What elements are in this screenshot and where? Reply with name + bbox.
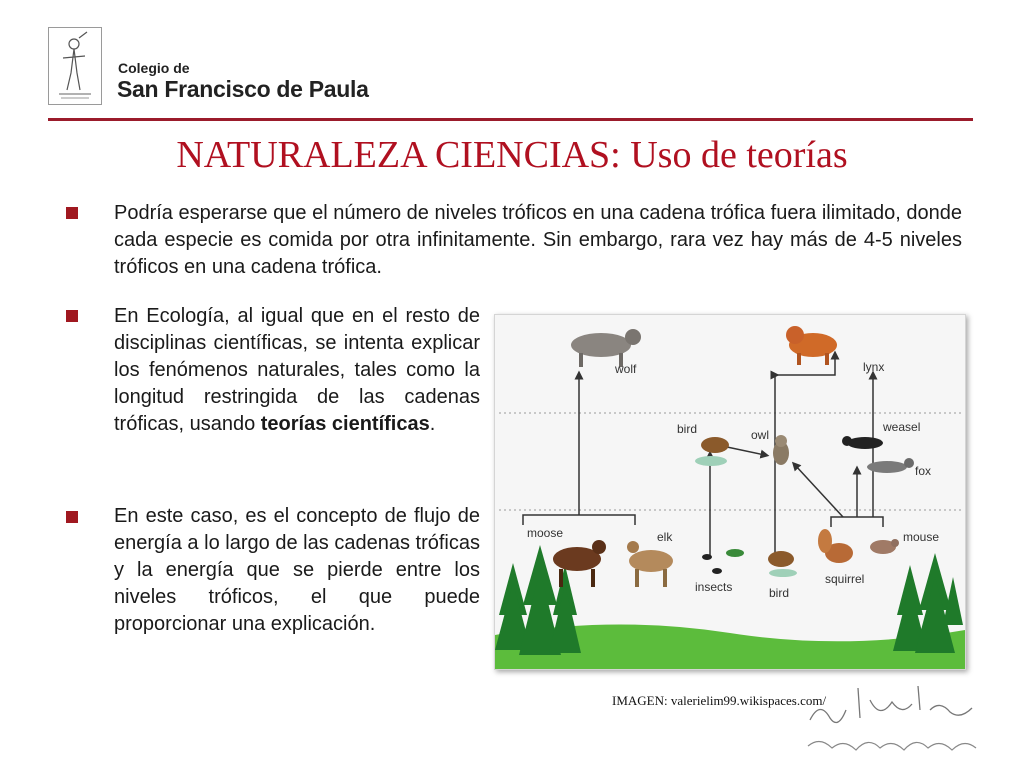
arrow-bracket [523,515,635,525]
bird-icon [695,437,729,466]
bullet-marker [66,511,78,523]
food-web-diagram [495,315,965,669]
insects-icon [702,549,744,574]
saint-figure-icon [49,28,101,104]
arrow-to-owl [795,465,843,517]
moose-icon [553,540,606,587]
logo-school-name: San Francisco de Paula [117,76,369,102]
squirrel-icon [818,529,853,563]
label-squirrel: squirrel [825,572,865,586]
signature-scribble [800,680,990,762]
slide-title: NATURALEZA CIENCIAS: Uso de teorías [176,134,848,176]
lynx-icon [786,326,837,365]
image-caption: IMAGEN: valerielim99.wikispaces.com/ [612,693,827,708]
owl-icon [773,435,789,465]
mouse-icon [870,539,899,554]
label-fox: fox [915,464,932,478]
label-bird-top: bird [677,422,698,436]
label-lynx: lynx [863,360,885,374]
bullet-text-2-main: En Ecología, al igual que en el resto de disciplinas científicas, se intenta explicar los fenómenos naturales, tales como la longitud restringida de las cadenas tróficas, usando [114,305,480,435]
bullet-text-2-bold: teorías científicas [260,413,430,435]
header-divider [48,118,973,121]
label-moose: moose [527,526,564,540]
school-logo [48,27,102,105]
label-elk: elk [657,530,673,544]
label-owl: owl [751,428,770,442]
bullet-marker [66,207,78,219]
bullet-text-2-end: . [429,413,436,435]
label-mouse: mouse [903,530,940,544]
elk-icon [627,541,673,587]
weasel-icon [842,436,883,449]
food-web-image [494,314,966,670]
logo-line1: Colegio de [118,60,190,76]
label-weasel: weasel [883,420,921,434]
arrow-bracket [831,517,883,527]
bullet-text-2 [114,303,480,438]
label-wolf: wolf [615,362,637,376]
arrow-bird-to-owl [727,447,765,455]
bullet-text-3: En este caso, es el concepto de flujo de energía a lo largo de las cadenas tróficas y la energía que se pierde entre los niveles tróficos, el que puede proporcionar una explicación. [114,505,480,635]
fox-icon [867,458,914,473]
bird-icon [768,551,797,577]
label-bird-bottom: bird [769,586,790,600]
label-insects: insects [695,580,733,594]
bullet-marker [66,310,78,322]
bullet-text-1: Podría esperarse que el número de niveles tróficos en una cadena trófica fuera ilimitado, donde cada especie es comida por otra infinitamente. Sin embargo, rara vez hay más de 4-5 niveles tróficos en una cadena trófica. [114,202,962,278]
